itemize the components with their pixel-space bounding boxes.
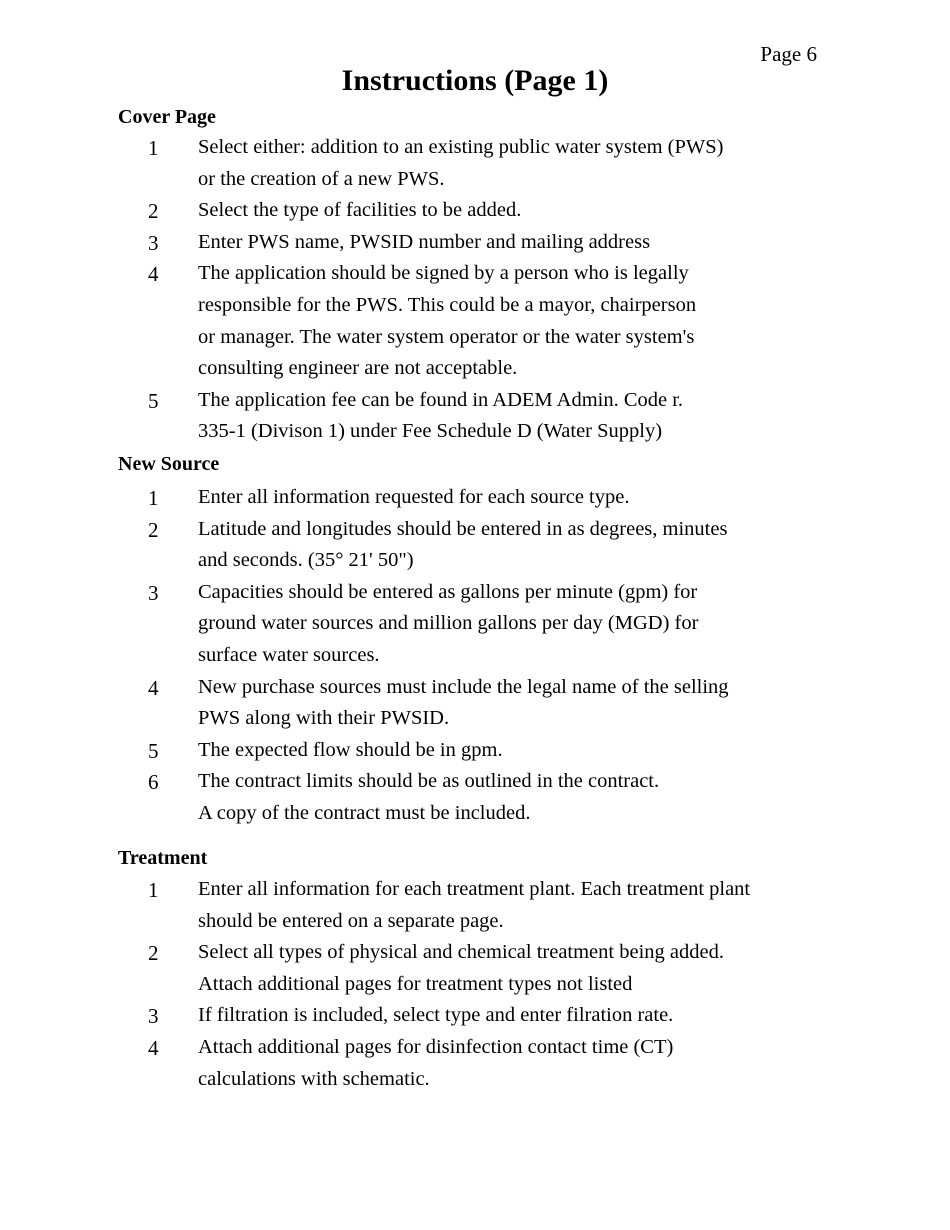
item-text-line: 335-1 (Divison 1) under Fee Schedule D (Water Supply) [198,420,663,443]
item-number: 5 [148,388,159,413]
item-text [198,874,838,937]
item-text-line: The expected flow should be in gpm. [198,738,503,761]
item-text-line: responsible for the PWS. This could be a mayor, chairperson [198,293,697,316]
item-text [198,227,838,259]
item-text-line: Attach additional pages for treatment types not listed [198,972,633,995]
item-text [198,937,838,1000]
item-text-line: should be entered on a separate page. [198,909,504,932]
item-text [198,735,838,767]
item-text-line: A copy of the contract must be included. [198,801,531,824]
item-text-line: The application should be signed by a person who is legally [198,262,689,285]
section-heading: New Source [118,453,220,475]
item-text-line: surface water sources. [198,643,380,666]
item-text-line: Select all types of physical and chemical treatment being added. [198,941,724,964]
item-number: 1 [148,878,159,902]
item-text-line: The contract limits should be as outlined in the contract. [198,770,660,793]
item-number: 4 [148,675,159,700]
item-text-line: PWS along with their PWSID. [198,707,450,730]
item-number: 2 [148,199,159,224]
item-number: 2 [148,517,159,542]
item-text-line: Enter all information for each treatment plant. Each treatment plant [198,878,751,900]
item-text-line: calculations with schematic. [198,1067,430,1090]
item-text-line: Enter PWS name, PWSID number and mailing address [198,230,651,253]
page-title: Instructions (Page 1) [341,64,609,97]
item-text-line: Select the type of facilities to be added. [198,199,522,222]
item-text-line: Enter all information requested for each source type. [198,486,630,508]
item-text [198,514,838,577]
item-number: 1 [148,136,159,160]
item-text [198,672,838,735]
item-text [198,1000,838,1032]
item-number: 1 [148,486,159,510]
item-text [198,385,838,448]
item-number: 2 [148,941,159,966]
item-text [198,577,838,672]
item-text [198,482,838,514]
item-text-line: The application fee can be found in ADEM Admin. Code r. [198,388,684,411]
item-text-line: and seconds. (35° 21' 50") [198,549,414,572]
item-text [198,1032,838,1095]
item-text-line: Select either: addition to an existing public water system (PWS) [198,136,724,158]
item-text-line: or manager. The water system operator or the water system's [198,325,695,348]
item-text [198,132,838,195]
item-number: 3 [148,580,159,605]
item-text [198,766,838,829]
item-text-line: Attach additional pages for disinfection contact time (CT) [198,1036,674,1058]
page-number: Page 6 [760,42,817,66]
item-text [198,258,838,384]
item-text-line: or the creation of a new PWS. [198,167,445,190]
item-text-line: ground water sources and million gallons per day (MGD) for [198,612,699,635]
item-text-line: New purchase sources must include the legal name of the selling [198,675,729,698]
item-text-line: Capacities should be entered as gallons per minute (gpm) for [198,580,698,603]
item-number: 5 [148,738,159,763]
item-text [198,195,838,227]
item-number: 6 [148,770,159,795]
item-text-line: Latitude and longitudes should be entered in as degrees, minutes [198,517,728,540]
section-heading: Treatment [118,847,208,869]
item-text-line: consulting engineer are not acceptable. [198,357,518,380]
section-heading: Cover Page [118,106,216,128]
item-text-line: If filtration is included, select type and enter filration rate. [198,1004,674,1027]
item-number: 3 [148,230,159,255]
item-number: 4 [148,1036,159,1060]
item-number: 3 [148,1004,159,1029]
item-number: 4 [148,262,159,287]
